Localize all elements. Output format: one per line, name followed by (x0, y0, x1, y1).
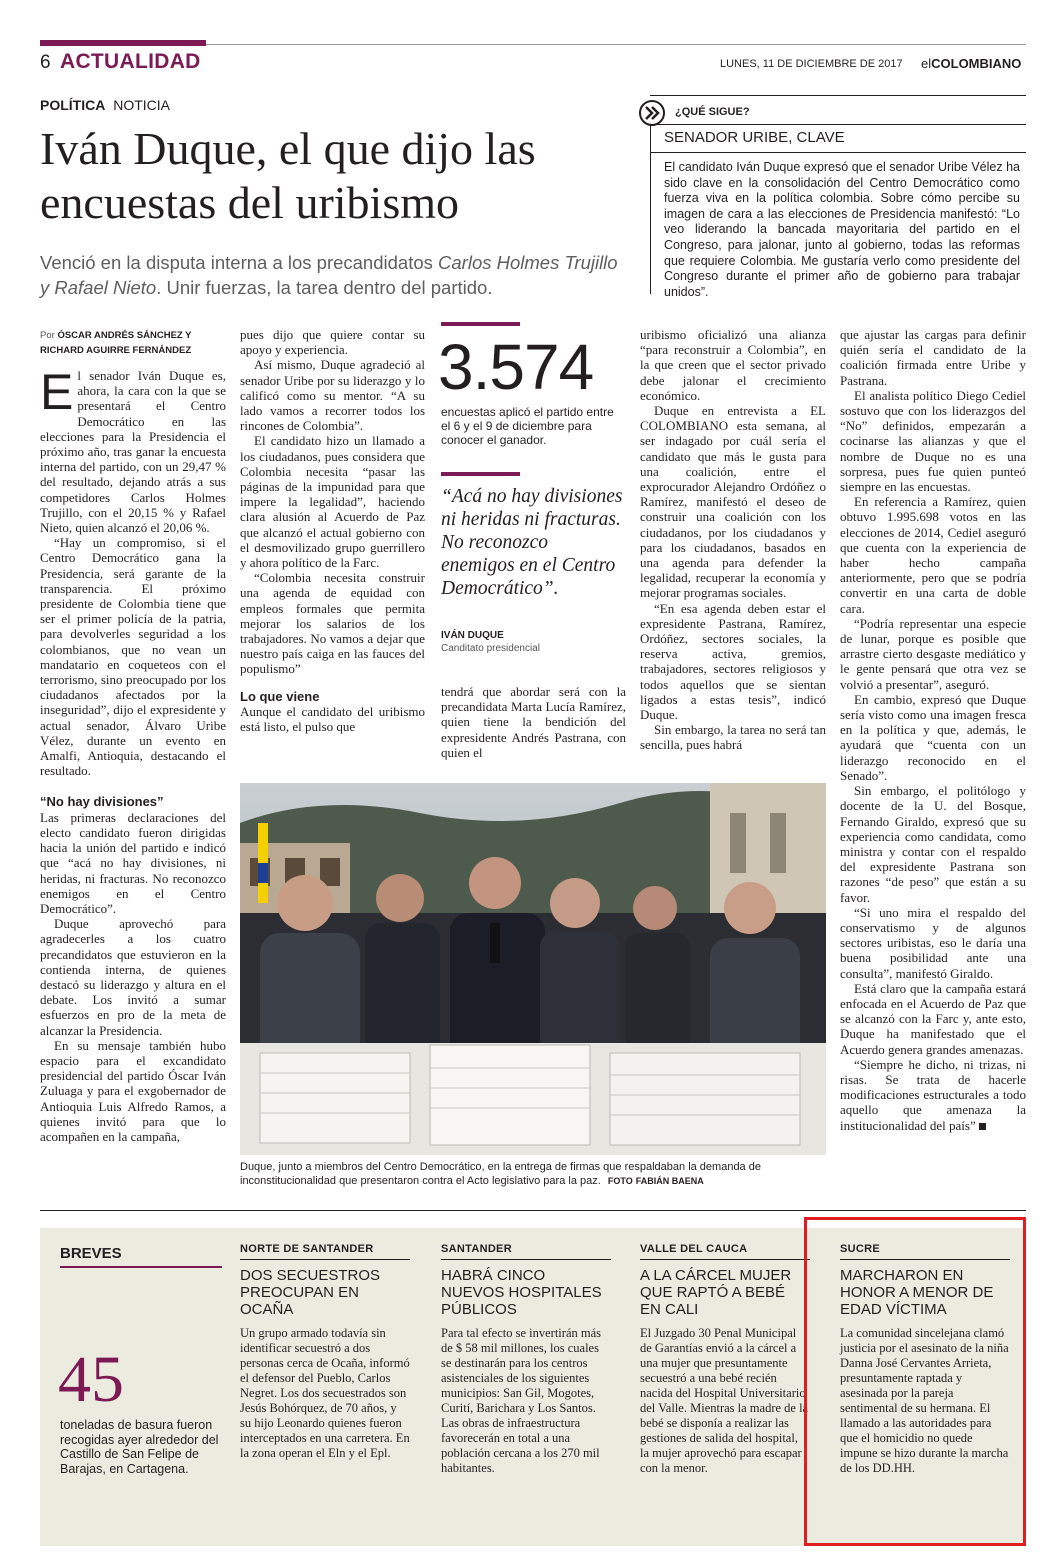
breve-text: Para tal efecto se invertirán más de $ 58 mil millones, los cuales se destinarán para los centros asistenciales de los siguientes municipios: San Gil, Mogotes, Curití, Barichara y Los Santos. Las obras de infraestructura favorecerán en total a una población cercana a los 270 mil habitantes. (441, 1326, 601, 1475)
article-column-3 (441, 684, 626, 760)
deck-italic: Carlos Holmes Trujillo y Rafael Nieto (40, 252, 618, 298)
col4-paragraph-3: “En esa agenda deben estar el expresidente Pastrana, Ramírez, Ordóñez, sectores sociales, la reserva activa, gremios, trabajadores, sectores religiosos y todos aquellos que se sientan ligados a estas tesis”, indicó Duque. (640, 600, 826, 723)
breves-stat-number: 45 (58, 1343, 124, 1416)
sidebar-label: ¿QUÉ SIGUE? (675, 106, 750, 118)
col1-subhead: “No hay divisiones” (40, 794, 164, 810)
photo-caption-text: Duque, junto a miembros del Centro Democrático, en la entrega de firmas que respaldaban la demanda de inconstitucionalidad que presentaron contra el Acto legislativo para la paz. (240, 1161, 761, 1187)
breves-top-rule (40, 1210, 1026, 1211)
col5-paragraph-4: “Podría representar una especie de lunar, porque es posible que arrastre cierto desgaste mediático y le gente pensará que otra vez se volvió a presentar”, aseguró. (840, 615, 1026, 692)
breve-headline: A LA CÁRCEL MUJER QUE RAPTÓ A BEBÉ EN CALI (640, 1267, 792, 1318)
deck-text-1: Venció en la disputa interna a los precandidatos (40, 252, 439, 273)
breve-region: NORTE DE SANTANDER (240, 1243, 410, 1260)
sidebar-text: El candidato Iván Duque expresó que el senador Uribe Vélez ha sido clave en la consolidación del Centro Democrático como fuerza viva en la política colombia. Sobre cómo percibe su imagen de cara a las elecciones de Presidencia manifestó: “Lo veo liderando la bancada mayoritaria del partido en el Congreso, para jalonar, junto al gobierno, todas las reformas que requiere Colombia. Me gustaría verlo como presidente del Congreso durante el primer año de gobierno para trabajar unidos”. (664, 160, 1020, 299)
breve-headline: HABRÁ CINCO NUEVOS HOSPITALES PÚBLICOS (441, 1267, 602, 1318)
breve-region: SANTANDER (441, 1243, 611, 1260)
quote-author: IVÁN DUQUE (441, 630, 504, 641)
deck-text-2: . Unir fuerzas, la tarea dentro del partido. (156, 277, 493, 298)
kicker (40, 97, 170, 113)
quote-accent-bar (441, 472, 520, 476)
page-number: 6 (40, 52, 51, 73)
article-column-4 (640, 327, 826, 753)
breve-item-1 (240, 1243, 410, 1461)
breve-text: La comunidad sincelejana clamó justicia por el asesinato de la niña Danna José Cervantes Arrieta, presuntamente raptada y asesinada por la pareja sentimental de su hermana. El llamado a las autoridades para que el homicidio no quede impune se hizo durante la marcha de los DD.HH. (840, 1326, 1009, 1475)
header-rule (206, 44, 1026, 45)
col1-paragraph-3: Las primeras declaraciones del electo candidato fueron dirigidas hacia la unión del partido e indicó que “acá no hay divisiones, ni heridas, ni fracturas. No reconozco enemigos en el Centro Democrático”. (40, 809, 226, 916)
col5-paragraph-5: En cambio, expresó que Duque sería visto como una imagen fresca en la política y que, además, le ayudará que “cuenta con un liderazgo reconocido en el Senado”. (840, 691, 1026, 783)
col4-paragraph-4: Sin embargo, la tarea no será tan sencilla, pues habrá (640, 722, 826, 753)
col5-paragraph-1: que ajustar las cargas para definir quién sería el candidato de la coalición firmada entre Uribe y Pastrana. (840, 327, 1026, 388)
sidebar-title-rule (650, 124, 1026, 125)
header-accent-bar (40, 40, 206, 46)
article-column-2 (240, 327, 425, 734)
breve-region: SUCRE (840, 1243, 1010, 1260)
col2-paragraph-5: Aunque el candidato del uribismo está listo, el pulso que (240, 703, 425, 735)
col2-paragraph-1: pues dijo que quiere contar su apoyo y experiencia. (240, 327, 425, 358)
kicker-section: POLÍTICA (40, 97, 106, 113)
stat-caption: encuestas aplicó el partido entre el 6 y el 9 de diciembre para conocer el ganador. (441, 405, 614, 447)
col5-paragraph-2: El analista político Diego Cediel sostuvo que con los liderazgos del “No” definidos, empezarán a cocinarse las alianzas y que el nombre de Duque no es una sorpresa, pues fue quien punteó siempre en las encuestas. (840, 387, 1026, 495)
sidebar-title: SENADOR URIBE, CLAVE (664, 129, 845, 146)
stat-accent-bar (441, 322, 520, 326)
byline-author-1: ÓSCAR ANDRÉS SÁNCHEZ Y (57, 330, 192, 341)
headline-line-2: encuestas del uribismo (40, 177, 460, 228)
col2-paragraph-4: “Colombia necesita construir una agenda de equidad con empleos formales que permita mejorar los salarios de los trabajadores. No vamos a dejar que nuestro país caiga en las fauces del populismo” (240, 570, 425, 677)
breves-label-rule (60, 1266, 222, 1268)
col5-paragraph-7: “Si uno mira el respaldo del conservatismo y de algunos sectores uribistas, eso le daría una buena posibilidad ante una consulta”, manifestó Giraldo. (840, 904, 1026, 981)
newspaper-logo (921, 56, 1021, 71)
byline-author-2: RICHARD AGUIRRE FERNÁNDEZ (40, 345, 192, 356)
col4-paragraph-2: Duque en entrevista a EL COLOMBIANO esta semana, al ser indagado por cuál sería el candidato que más le gusta para una coalición, entre el exprocurador Alejandro Ordóñez o Ramírez, manifestó el deseo de construir una coalición con los ciudadanos, por los ciudadanos y para los ciudadanos, basados en una agenda para defender la legalidad, recuperar la economía y mejorar programas sociales. (640, 403, 826, 601)
sidebar-title-rule-2 (650, 152, 1026, 153)
col3-paragraph-1: tendrá que abordar será con la precandidata Marta Lucía Ramírez, quien tiene la bendición del expresidente Andrés Pastrana, con quien el (441, 684, 626, 760)
highlight-box (804, 1217, 1026, 1546)
section-name: ACTUALIDAD (60, 50, 201, 73)
col1-paragraph-1: l senador Iván Duque es, ahora, la cara con la que se presentará el Centro Democrático en las elecciones para la Presidencia el próximo año, tras ganar la encuesta interna del partido, con un 29,47 % del resultado, dejando atrás a sus competidores Carlos Holmes Trujillo, con el 20,15 % y Rafael Nieto, quien alcanzó el 20,06 %. (40, 368, 226, 536)
news-photo (240, 783, 826, 1155)
stat-number: 3.574 (438, 331, 594, 403)
col5-paragraph-3: En referencia a Ramírez, quien obtuvo 1.995.698 votos en las elecciones de 2014, Cediel aseguró que cuenta con la experiencia de haber hecho campaña anteriormente, pero que se podría convertir en una carta de doble cara. (840, 494, 1026, 616)
article-column-5 (840, 327, 1026, 1133)
pull-quote: “Acá no hay divisiones ni heridas ni fracturas. No reconozco enemigos en el Centro Democrático”. (441, 486, 623, 599)
headline-line-1: Iván Duque, el que dijo las (40, 123, 536, 174)
end-mark-icon (979, 1123, 986, 1130)
article-column-1 (40, 364, 226, 1144)
col5-paragraph-8: Está claro que la campaña estará enfocada en el Acuerdo de Paz que se alcanzó con la Farc y, ante esto, Duque ha manifestado que el Acuerdo genera grandes amenazas. (840, 980, 1026, 1057)
byline (40, 328, 230, 358)
col1-paragraph-4: Duque aprovechó para agradecerles a los cuatro precandidatos que estuvieron en la contienda interna, de quienes destacó su liderazgo y altura en el debate. Los invitó a sumar esfuerzos en pro de la meta de alcanzar la Presidencia. (40, 916, 226, 1038)
sidebar-top-rule (650, 95, 1026, 96)
col2-subhead: Lo que viene (240, 688, 320, 704)
breve-text: Un grupo armado todavía sin identificar secuestró a dos personas cerca de Ocaña, informó el defensor del Pueblo, Carlos Negret. Los dos secuestrados son Jesús Bohórquez, de 70 años, y su hijo Leonardo quienes fueron interceptados en una carretera. En la zona operan el Eln y el Epl. (240, 1326, 410, 1460)
breve-text: El Juzgado 30 Penal Municipal de Garantías envió a la cárcel a una mujer que presuntamente secuestró a una bebé recién nacida del Hospital Universitario del Valle. Mientras la madre de la bebé se disponía a realizar las gestiones de salida del hospital, la mujer aprovechó para escapar con la menor. (640, 1326, 809, 1475)
newspaper-logo-name: COLOMBIANO (931, 56, 1022, 71)
col2-paragraph-2: Así mismo, Duque agradeció al senador Uribe por su liderazgo y lo calificó como su mentor. “A su lado vamos a recorrer todos los rincones de Colombia”. (240, 357, 425, 434)
col4-paragraph-1: uribismo oficializó una alianza “para reconstruir a Colombia”, en la que creen que el sector privado debe jalonar el crecimiento económico. (640, 327, 826, 403)
photo-caption (240, 1160, 826, 1188)
sidebar-vertical-rule (650, 124, 651, 294)
breves-label: BREVES (60, 1245, 122, 1262)
breve-item-2 (441, 1243, 611, 1476)
breve-region: VALLE DEL CAUCA (640, 1243, 810, 1260)
breves-stat-caption: toneladas de basura fueron recogidas ayer alrededor del Castillo de San Felipe de Barajas, en Cartagena. (60, 1418, 219, 1476)
drop-cap: E (40, 364, 74, 420)
byline-prefix: Por (40, 330, 55, 341)
headline (40, 122, 640, 230)
col1-paragraph-5: En su mensaje también hubo espacio para el excandidato presidencial del partido Óscar Iván Zuluaga y para el exgobernador de Antioquia Luis Alfredo Ramos, a quienes invitó para que lo acompañen en la campaña, (40, 1037, 226, 1144)
deck (40, 250, 625, 300)
col2-paragraph-3: El candidato hizo un llamado a los ciudadanos, pues considera que Colombia necesita “pasar las páginas de la impunidad para que impere la legalidad”, haciendo clara alusión al Acuerdo de Paz que alcanzó el actual gobierno con el desmovilizado grupo guerrillero y ahora político de la Farc. (240, 433, 425, 571)
col5-paragraph-9-text: “Siempre he dicho, ni trizas, ni risas. Se trata de hacerle modificaciones estructurales a todo aquello que amenaza la institucionalidad del país” (840, 1056, 1026, 1133)
newspaper-logo-prefix: el (921, 56, 932, 71)
breve-item-3 (640, 1243, 810, 1476)
col1-paragraph-2: “Hay un compromiso, si el Centro Democrático gana la Presidencia, será garante de la transparencia. El próximo presidente de Colombia tiene que ser el primer policía de la patria, para devolverles seguridad a los colombianos, que no vean un mandatario en coqueteos con el terrorismo, sino preocupado por los ciudadanos afectados por la inseguridad”, dijo el expresidente y actual senador, Álvaro Uribe Vélez, durante un evento en Amalfi, Antioquia, destacando el resultado. (40, 535, 226, 779)
kicker-type: NOTICIA (113, 97, 171, 113)
chevron-double-icon (638, 99, 666, 127)
photo-credit-name: FABIÁN BAENA (635, 1176, 704, 1186)
breve-headline: MARCHARON EN HONOR A MENOR DE EDAD VÍCTIMA (840, 1267, 994, 1318)
issue-date: LUNES, 11 DE DICIEMBRE DE 2017 (720, 58, 903, 70)
quote-role: Canditato presidencial (441, 643, 540, 654)
col5-paragraph-9 (840, 1057, 1026, 1133)
breve-headline: DOS SECUESTROS PREOCUPAN EN OCAÑA (240, 1267, 381, 1318)
col5-paragraph-6: Sin embargo, el politólogo y docente de la U. del Bosque, Fernando Giraldo, expresó que su experiencia como candidata, como ministra y contar con el respaldo del expresidente Pastrana son razones “de peso” que están a su favor. (840, 783, 1026, 905)
photo-credit-label: FOTO (607, 1176, 633, 1186)
